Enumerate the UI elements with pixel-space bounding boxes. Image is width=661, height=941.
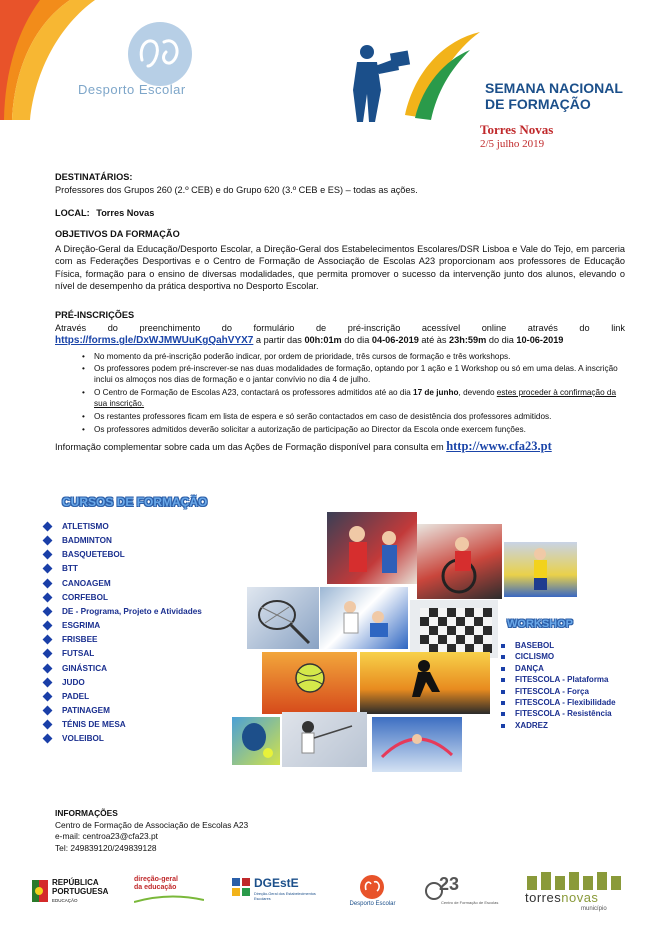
curso-label: VOLEIBOL xyxy=(62,734,104,744)
list-item: • Os restantes professores ficam em lista de espera e só serão contactados em caso de desistência dos professores admitidos. xyxy=(80,411,620,422)
gymnast-icon xyxy=(372,717,462,772)
list-item xyxy=(515,675,609,684)
photo-indoor-sports xyxy=(327,512,417,584)
objetivos-section xyxy=(55,228,625,293)
diamond-bullet-icon xyxy=(43,621,53,631)
republica-line2: PORTUGUESA xyxy=(52,887,109,896)
list-item: • No momento da pré-inscrição poderão indicar, por ordem de prioridade, três cursos de formação e três workshops. xyxy=(80,351,620,362)
workshop-label: DANÇA xyxy=(515,663,544,673)
list-item xyxy=(515,709,612,718)
flag-icon xyxy=(32,880,48,902)
period-text-a: a partir das xyxy=(253,335,305,345)
dge-line1: direção-geral xyxy=(134,876,178,883)
curso-label: TÉNIS DE MESA xyxy=(62,720,126,730)
square-bullet-icon xyxy=(501,644,505,648)
diamond-bullet-icon xyxy=(43,677,53,687)
dgeste-logo xyxy=(232,876,322,912)
list-item xyxy=(515,664,544,673)
player-silhouette-icon xyxy=(360,652,490,714)
diamond-bullet-icon xyxy=(43,564,53,574)
informacoes-phone: Tel: 249839120/249839128 xyxy=(55,842,157,853)
photo-fencing xyxy=(282,712,367,767)
info-line xyxy=(55,440,625,454)
photo-handball xyxy=(504,542,577,597)
desporto-escolar-footer-logo xyxy=(340,874,405,914)
dgeste-text: DGEstE xyxy=(254,876,299,890)
cfa23-logo xyxy=(425,874,499,912)
destinatarios-section xyxy=(55,171,625,196)
torres-novas-word1: torres xyxy=(525,890,562,905)
dgeste-subtext: Direção-Geral dos Estabelecimentos Escolares xyxy=(254,892,316,901)
workshop-label: BASEBOL xyxy=(515,641,555,650)
semana-formacao-title xyxy=(485,80,623,112)
list-item: • Os professores admitidos deverão solicitar a autorização de participação ao Director da Escola onde exercem funções. xyxy=(80,424,620,435)
photo-padel xyxy=(232,717,280,765)
wheelchair-icon xyxy=(417,524,502,599)
list-item xyxy=(62,593,108,602)
republica-line1: REPÚBLICA xyxy=(52,878,99,887)
workshop-label: FITESCOLA - Flexibilidade xyxy=(515,698,616,707)
player-icon xyxy=(504,542,577,597)
workshop-label: FITESCOLA - Resistência xyxy=(515,709,612,719)
list-item xyxy=(62,536,112,545)
preinscricoes-section xyxy=(55,309,625,453)
preinscricoes-bullet-list xyxy=(80,351,620,435)
workshop-label: FITESCOLA - Força xyxy=(515,686,589,696)
preinscricoes-heading: PRÉ-INSCRIÇÕES xyxy=(55,310,135,320)
period-start-time: 00h:01m xyxy=(304,335,342,345)
list-item xyxy=(62,522,109,531)
curso-label: FUTSAL xyxy=(62,649,95,659)
list-item xyxy=(515,698,616,707)
curso-label: FRISBEE xyxy=(62,635,98,645)
square-bullet-icon xyxy=(501,655,505,659)
padel-racket-icon xyxy=(232,717,280,765)
workshop-title: WORKSHOP xyxy=(507,618,573,630)
square-bullet-icon xyxy=(501,712,505,716)
list-item xyxy=(515,687,589,696)
diamond-bullet-icon xyxy=(43,635,53,645)
objetivos-heading: OBJETIVOS DA FORMAÇÃO xyxy=(55,229,180,239)
torres-novas-municipio-logo xyxy=(525,872,635,916)
period-start-date: 04-06-2019 xyxy=(371,335,419,345)
torres-novas-text xyxy=(525,890,598,905)
castle-icon xyxy=(525,872,633,890)
square-bullet-icon xyxy=(501,724,505,728)
curso-label: ESGRIMA xyxy=(62,621,101,631)
destinatarios-label: DESTINATÁRIOS: xyxy=(55,172,133,182)
list-item xyxy=(62,706,110,715)
list-item xyxy=(62,579,111,588)
diamond-bullet-icon xyxy=(43,720,53,730)
curso-label: ATLETISMO xyxy=(62,522,109,531)
diamond-bullet-icon xyxy=(43,522,53,532)
list-item xyxy=(62,734,104,743)
period-text-b: do dia xyxy=(341,335,372,345)
photo-chess xyxy=(410,600,498,658)
informacoes-line1: Centro de Formação de Associação de Escolas A23 xyxy=(55,819,249,830)
square-bullet-icon xyxy=(501,678,505,682)
bullet3-date: 17 de junho xyxy=(413,388,459,398)
list-item xyxy=(62,635,98,644)
list-item xyxy=(62,678,85,687)
de-footer-text: Desporto Escolar xyxy=(349,901,396,907)
informacoes-section xyxy=(55,808,355,854)
photo-gymnastics xyxy=(372,717,462,772)
local-label: LOCAL: xyxy=(55,208,90,218)
square-bullet-icon xyxy=(501,701,505,705)
curso-label: JUDO xyxy=(62,677,85,687)
curso-label: BASQUETEBOL xyxy=(62,550,125,560)
diamond-bullet-icon xyxy=(43,705,53,715)
list-item xyxy=(515,721,548,730)
header-swoosh-graphic xyxy=(0,0,110,120)
photo-judo xyxy=(320,587,408,649)
judo-icon xyxy=(320,587,408,649)
bullet3-text-b: , devendo xyxy=(458,388,497,398)
diamond-bullet-icon xyxy=(43,691,53,701)
fencer-icon xyxy=(282,712,367,767)
cfa23-website-link[interactable]: http://www.cfa23.pt xyxy=(446,438,552,453)
list-item xyxy=(62,649,94,658)
period-text-c: até às xyxy=(418,335,449,345)
list-item xyxy=(62,564,78,573)
curso-label: BADMINTON xyxy=(62,536,112,546)
bullet3-text-a: O Centro de Formação de Escolas A23, contactará os professores admitidos até ao dia xyxy=(94,388,414,398)
curso-label: DE - Programa, Projeto e Atividades xyxy=(62,606,202,616)
preinscricao-form-link[interactable]: https://forms.gle/DxWJMWUuKgQahVYX7 xyxy=(55,335,254,346)
list-item xyxy=(80,387,620,409)
bullet3-text-c: estes proceder à confirmação da sua inscrição. xyxy=(94,388,617,409)
swoosh-icon xyxy=(134,894,204,904)
event-city: Torres Novas xyxy=(480,122,554,137)
diamond-bullet-icon xyxy=(43,649,53,659)
informacoes-email: e-mail: centroa23@cfa23.pt xyxy=(55,831,159,841)
republica-line3: EDUCAÇÃO xyxy=(52,898,78,903)
curso-label: PADEL xyxy=(62,691,90,701)
local-value: Torres Novas xyxy=(96,208,155,218)
diamond-bullet-icon xyxy=(43,592,53,602)
curso-label: PATINAGEM xyxy=(62,705,110,715)
objetivos-text: A Direção-Geral da Educação/Desporto Escolar, a Direção-Geral dos Estabelecimentos Escolares/DSR Lisboa e Vale do Tejo, em parceria com as Federações Desportivas e o Centro de Formação de Associação de Escolas A23 proporcionam aos professores de Educação Física, formação para o ensino de diversas modalidades, que permita promover o sucesso da intervenção junto dos alunos, elevando o nível de desempenho da prática desportiva no Desporto Escolar. xyxy=(55,243,625,291)
curso-label: CORFEBOL xyxy=(62,592,108,602)
preinscricoes-intro: Através do preenchimento do formulário de pré-inscrição acessível online através do link xyxy=(55,322,625,333)
list-item xyxy=(515,641,554,650)
diamond-bullet-icon xyxy=(43,663,53,673)
republica-portuguesa-logo xyxy=(32,876,122,912)
local-section xyxy=(55,207,625,220)
informacoes-heading: INFORMAÇÕES xyxy=(55,808,118,818)
list-item xyxy=(62,607,202,616)
list-item xyxy=(62,720,126,729)
list-item xyxy=(62,621,100,630)
chess-board-icon xyxy=(410,600,498,658)
de-circle-icon xyxy=(357,874,387,900)
list-item xyxy=(515,652,554,661)
diamond-bullet-icon xyxy=(43,550,53,560)
people-icon xyxy=(327,512,417,584)
list-item: • Os professores podem pré-inscrever-se nas duas modalidades de formação, optando por 1 ação e 1 Workshop ou só em uma delas. A inscrição inclui os almoços nos dias de formação e o jantar convívio no dia 4 de julho. xyxy=(80,363,620,385)
list-item xyxy=(62,692,89,701)
diamond-bullet-icon xyxy=(43,578,53,588)
photo-corfebol-ball xyxy=(262,652,357,714)
square-bullet-icon xyxy=(501,690,505,694)
semana-formacao-title-line2: DE FORMAÇÃO xyxy=(485,96,591,112)
dge-line2: da educação xyxy=(134,884,177,891)
cfa23-number: 23 xyxy=(439,874,460,894)
photo-badminton xyxy=(247,587,319,649)
diamond-bullet-icon xyxy=(43,536,53,546)
square-bullet-icon xyxy=(501,667,505,671)
photo-wheelchair-sport xyxy=(417,524,502,599)
ball-icon xyxy=(262,652,357,714)
photo-basketball-silhouette xyxy=(360,652,490,714)
semana-formacao-figure-logo xyxy=(345,30,485,125)
info-text: Informação complementar sobre cada um das Ações de Formação disponível para consulta em xyxy=(55,441,447,452)
torres-novas-word2: novas xyxy=(561,890,599,905)
list-item xyxy=(62,550,125,559)
workshop-label: CICLISMO xyxy=(515,652,555,662)
preinscricoes-period xyxy=(55,334,625,348)
curso-label: GINÁSTICA xyxy=(62,663,108,673)
period-end-time: 23h:59m xyxy=(449,335,487,345)
desporto-escolar-logo-text: Desporto Escolar xyxy=(78,82,186,97)
cursos-title: CURSOS DE FORMAÇÃO xyxy=(62,495,208,509)
semana-formacao-title-line1: SEMANA NACIONAL xyxy=(485,80,623,96)
dge-logo xyxy=(134,876,214,908)
event-dates: 2/5 julho 2019 xyxy=(480,138,545,150)
list-item xyxy=(62,664,107,673)
diamond-bullet-icon xyxy=(43,606,53,616)
destinatarios-text: Professores dos Grupos 260 (2.º CEB) e do Grupo 620 (3.º CEB e ES) – todas as ações. xyxy=(55,184,418,195)
dgeste-icon xyxy=(232,878,252,902)
municipio-text: município xyxy=(581,906,607,912)
period-end-date: 10-06-2019 xyxy=(516,335,564,345)
period-text-d: do dia xyxy=(486,335,517,345)
workshop-label: XADREZ xyxy=(515,720,548,730)
diamond-bullet-icon xyxy=(43,734,53,744)
curso-label: CANOAGEM xyxy=(62,578,111,588)
racket-icon xyxy=(247,587,319,649)
curso-label: BTT xyxy=(62,564,78,574)
cfa23-subtext: Centro de Formação de Escolas xyxy=(441,900,499,905)
workshop-label: FITESCOLA - Plataforma xyxy=(515,675,609,685)
